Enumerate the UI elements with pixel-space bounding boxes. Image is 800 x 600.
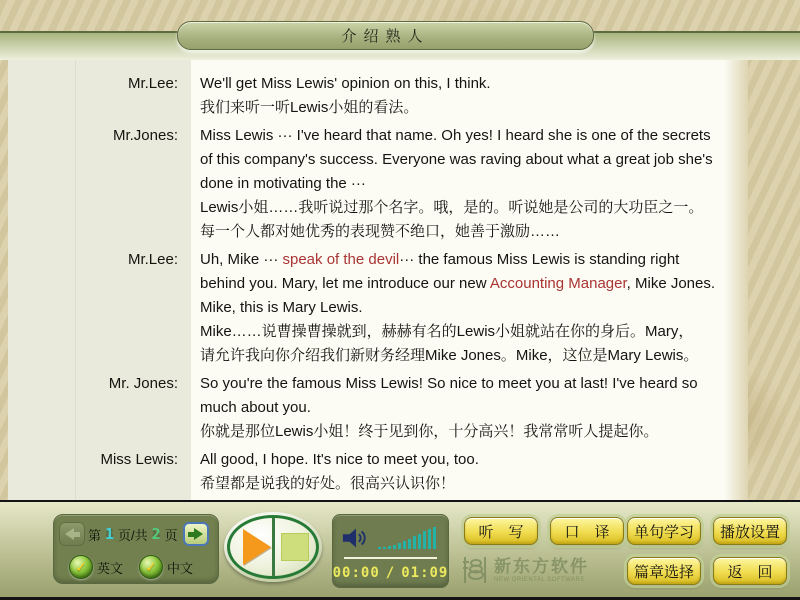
- player-control-bar: [0, 500, 800, 600]
- page-label-suffix: 页: [164, 527, 178, 543]
- dialogue-line-english: All good, I hope. It's nice to meet you, too.: [200, 451, 479, 468]
- language-toggle-row: [59, 555, 213, 579]
- volume-level-bars[interactable]: [378, 525, 436, 549]
- speaker-name: Mr.Lee:: [127, 251, 178, 268]
- back-button[interactable]: 返 回: [713, 557, 787, 585]
- sentence-study-button[interactable]: 单句学习: [627, 517, 701, 545]
- lesson-title-bar: [177, 21, 594, 50]
- time-separator: /: [385, 565, 396, 581]
- dialogue-row: [8, 124, 748, 244]
- player-divider: [272, 518, 275, 576]
- dialogue-line-english: So you're the famous Miss Lewis! So nice to meet you at last! I've heard so: [200, 375, 698, 392]
- logo-text: [494, 558, 589, 583]
- check-icon: ✓: [145, 559, 157, 575]
- dialogue-line-english: Uh, Mike ··· speak of the devil··· the famous Miss Lewis is standing right: [200, 251, 680, 268]
- logo-text-english: NEW ORIENTAL SOFTWARE: [494, 576, 585, 583]
- english-checkbox[interactable]: [69, 555, 93, 579]
- previous-page-button[interactable]: [59, 522, 85, 546]
- dialogue-row: [8, 372, 748, 444]
- dialogue-line-english: behind you. Mary, let me introduce our new Accounting Manager, Mike Jones.: [200, 275, 716, 292]
- dialogue-line-chinese: 希望都是说我的好处。很高兴认识你！: [200, 475, 456, 492]
- speaker-name: Mr.Jones:: [112, 127, 178, 144]
- dialogue-lines: [191, 72, 748, 120]
- logo-text-chinese: 新东方软件: [494, 556, 589, 576]
- time-display: [332, 565, 449, 581]
- dialogue-line-chinese: 请允许我向你介绍我们新财务经理Mike Jones。Mike，这位是Mary Lewis。: [200, 347, 699, 364]
- check-icon: ✓: [75, 559, 87, 575]
- dialogue-lines: [191, 448, 748, 496]
- highlighted-phrase: speak of the devil: [282, 251, 400, 268]
- dialogue-row: [8, 72, 748, 120]
- dialogue-lines: [191, 248, 748, 368]
- interpretation-button[interactable]: 口 译: [550, 517, 624, 545]
- total-page-number: 8 2: [151, 525, 162, 543]
- progress-bar[interactable]: [344, 557, 437, 559]
- speaker-name: Mr. Jones:: [108, 375, 178, 392]
- arrow-right-icon: [188, 528, 203, 540]
- highlighted-phrase: Accounting Manager: [489, 275, 627, 292]
- page-nav-row: [59, 520, 213, 548]
- stop-icon: [281, 533, 309, 561]
- dialogue-line-english: Miss Lewis ··· I've heard that name. Oh yes! I heard she is one of the secrets: [200, 127, 711, 144]
- dialogue-lines: [191, 124, 748, 244]
- play-button[interactable]: [230, 518, 273, 576]
- speaker-name: Mr.Lee:: [127, 75, 178, 92]
- elapsed-time: 00:00: [332, 565, 380, 581]
- lesson-title: 介绍熟人: [341, 28, 430, 45]
- speaker-name: Miss Lewis:: [100, 451, 178, 468]
- chapter-select-button[interactable]: 篇章选择: [627, 557, 701, 585]
- playback-controls: [224, 512, 322, 582]
- dialogue-line-english: done in motivating the ···: [200, 175, 366, 192]
- dialogue-line-english: of this company's success. Everyone was raving about what a great job she's: [200, 151, 713, 168]
- page-navigation-panel: [53, 514, 219, 584]
- stop-button[interactable]: [273, 518, 316, 576]
- dialogue-line-english: We'll get Miss Lewis' opinion on this, I think.: [200, 75, 491, 92]
- dialogue-line-chinese: Mike……说曹操曹操就到，赫赫有名的Lewis小姐就站在你的身后。Mary，: [200, 323, 694, 340]
- dictation-button[interactable]: 听 写: [464, 517, 538, 545]
- play-settings-button[interactable]: 播放设置: [713, 517, 787, 545]
- dialogue-line-english: much about you.: [200, 399, 311, 416]
- dialogue-panel: [8, 60, 748, 500]
- dialogue-rows: [8, 60, 748, 496]
- page-label-middle: 页/共: [118, 527, 148, 543]
- arrow-left-icon: [65, 528, 80, 540]
- current-page-number: 8 1: [104, 525, 115, 543]
- dialogue-line-chinese: 你就是那位Lewis小姐！终于见到你，十分高兴！我常常听人提起你。: [200, 423, 659, 440]
- dialogue-lines: [191, 372, 748, 444]
- next-page-button[interactable]: [183, 522, 209, 546]
- speaker-icon: [342, 527, 370, 549]
- dialogue-line-chinese: 每一个人都对她优秀的表现赞不绝口，她善于激励……: [200, 223, 561, 240]
- total-time: 01:09: [401, 565, 449, 581]
- volume-row: [342, 523, 439, 549]
- english-label: 英文: [97, 560, 124, 576]
- new-oriental-logo-icon: [462, 555, 488, 585]
- dialogue-line-english: Mike, this is Mary Lewis.: [200, 299, 363, 316]
- play-icon: [243, 529, 271, 565]
- chinese-label: 中文: [167, 560, 194, 576]
- new-oriental-logo: [462, 555, 589, 585]
- dialogue-row: [8, 448, 748, 496]
- chinese-checkbox[interactable]: [139, 555, 163, 579]
- playback-controls-inner: [227, 515, 319, 579]
- dialogue-row: [8, 248, 748, 368]
- volume-time-panel: [332, 514, 449, 588]
- dialogue-line-chinese: 我们来听一听Lewis小姐的看法。: [200, 99, 419, 116]
- content-fade: [724, 60, 748, 500]
- page-label-prefix: 第: [88, 527, 102, 543]
- dialogue-line-chinese: Lewis小姐……我听说过那个名字。哦，是的。听说她是公司的大功臣之一。: [200, 199, 704, 216]
